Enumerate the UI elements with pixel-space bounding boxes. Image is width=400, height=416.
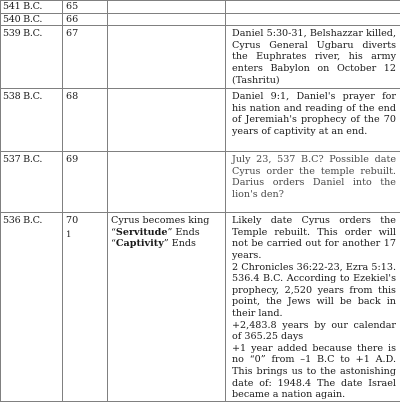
index-number: 70 — [66, 215, 79, 227]
year-cell: 540 B.C. — [1, 13, 63, 26]
servitude-word: Servitude — [115, 226, 168, 238]
year-cell: 537 B.C. — [1, 152, 63, 213]
event-cell — [108, 13, 226, 26]
table-row — [1, 213, 400, 402]
note-cell — [226, 152, 400, 213]
captivity-word: Captivity — [115, 238, 164, 250]
index-cell: 68 — [63, 89, 108, 152]
year-cell: 539 B.C. — [1, 26, 63, 89]
event-cell — [108, 213, 226, 402]
note-paragraph: Likely date Cyrus orders the Temple rebuilt. This order will not be carried out for another 17 years. — [232, 215, 396, 261]
index-cell: 67 — [63, 26, 108, 89]
event-line-king: Cyrus becomes king — [111, 215, 210, 227]
event-cell — [108, 152, 226, 213]
note-cell — [226, 89, 400, 152]
year-cell: 536 B.C. — [1, 213, 63, 402]
note-text: Daniel 9:1, Daniel's prayer for his nation and reading of the end of Jeremiah's prophecy of the 70 years of captivity at an end. — [232, 91, 396, 137]
table-row — [1, 13, 400, 26]
event-line-captivity: “Captivity” Ends — [111, 238, 196, 250]
note-paragraph: 2 Chronicles 36:22-23, Ezra 5:13. 536.4 B.C. According to Ezekiel's prophecy, 2,520 years from this point, the Jews will be back in their land. — [232, 261, 396, 319]
event-cell — [108, 26, 226, 89]
table-row — [1, 89, 400, 152]
table-row — [1, 152, 400, 213]
note-paragraph: +2,483.8 years by our calendar of 365.25 days — [232, 319, 396, 343]
note-paragraph: +1 year added because there is no “0” from –1 B.C to +1 A.D. This brings us to the astonishing date of: 1948.4 The date Israel became a nation again. — [232, 342, 396, 401]
event-line-servitude: “Servitude” Ends — [111, 226, 200, 238]
note-cell — [226, 213, 400, 402]
table-row — [1, 26, 400, 89]
index-cell: 65 — [63, 1, 108, 14]
year-cell: 538 B.C. — [1, 89, 63, 152]
note-text: July 23, 537 B.C? Possible date Cyrus order the temple rebuilt. Darius orders Daniel into the lion's den? — [232, 154, 396, 200]
note-cell — [226, 1, 400, 14]
event-cell — [108, 1, 226, 14]
event-cell — [108, 89, 226, 152]
index-cell: 69 — [63, 152, 108, 213]
year-cell: 541 B.C. — [1, 1, 63, 14]
note-cell — [226, 13, 400, 26]
note-cell — [226, 26, 400, 89]
table-row — [1, 1, 400, 14]
note-text: Daniel 5:30-31, Belshazzar killed, Cyrus General Ugbaru diverts the Euphrates river, his army enters Babylon on October 12 (Tashritu) — [232, 28, 396, 86]
index-subnumber: 1 — [66, 229, 72, 240]
index-cell: 66 — [63, 13, 108, 26]
index-cell — [63, 213, 108, 402]
